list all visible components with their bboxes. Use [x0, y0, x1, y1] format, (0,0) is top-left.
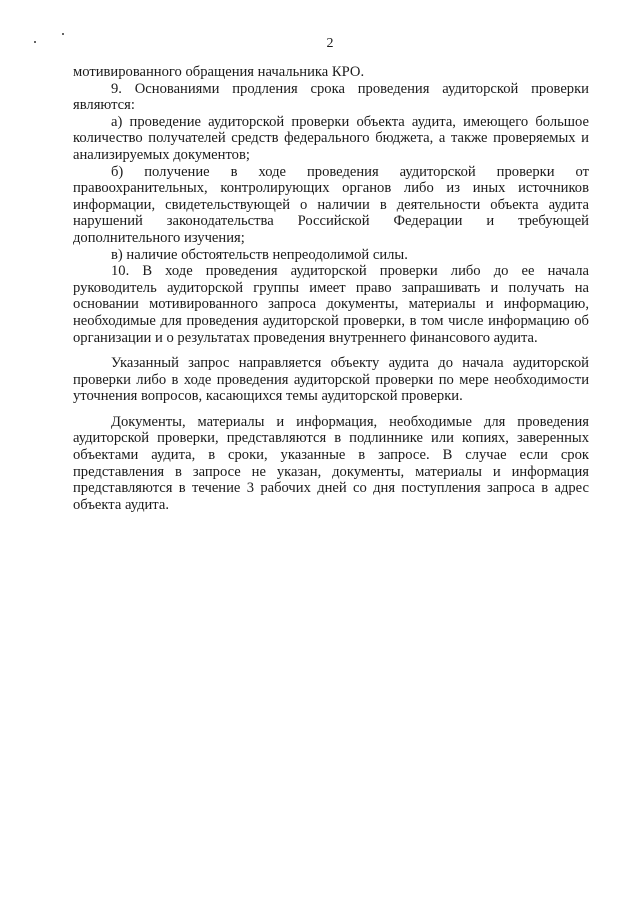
- paragraph: 10. В ходе проведения аудиторской проверки либо до ее начала руководитель аудиторской группы имеет право запрашивать и получать на основании мотивированного запроса документы, материалы и информацию, необходимые для проведения аудиторской проверки, в том числе информацию об организации и о результатах проведения внутреннего финансового аудита.: [73, 263, 589, 346]
- page-number: 2: [326, 36, 334, 51]
- paragraph: мотивированного обращения начальника КРО.: [73, 64, 365, 80]
- paragraph: 9. Основаниями продления срока проведения аудиторской проверки являются:: [73, 80, 589, 114]
- paragraph: Документы, материалы и информация, необходимые для проведения аудиторской проверки, представляются в подлиннике или копиях, заверенных объектами аудита, в сроки, указанные в запросе. В случае если срок представления в запросе не указан, документы, материалы и информация представляются в течение 3 рабочих дней со дня поступления запроса в адрес объекта аудита.: [73, 413, 589, 513]
- paragraph: в) наличие обстоятельств непреодолимой силы.: [111, 246, 408, 263]
- paragraph: а) проведение аудиторской проверки объекта аудита, имеющего большое количество получателей средств федерального бюджета, а также проверяемых и анализируемых документов;: [73, 113, 589, 163]
- document-body: [73, 64, 589, 513]
- scan-speck: [62, 33, 64, 35]
- paragraph: б) получение в ходе проведения аудиторской проверки от правоохранительных, контролирующих органов либо из иных источников информации, свидетельствующей о наличии в деятельности объекта аудита нарушений законодательства Российской Федерации и требующей дополнительного изучения;: [73, 163, 589, 246]
- paragraph: Указанный запрос направляется объекту аудита до начала аудиторской проверки либо в ходе проведения аудиторской проверки по мере необходимости уточнения вопросов, касающихся темы аудиторской проверки.: [73, 355, 589, 405]
